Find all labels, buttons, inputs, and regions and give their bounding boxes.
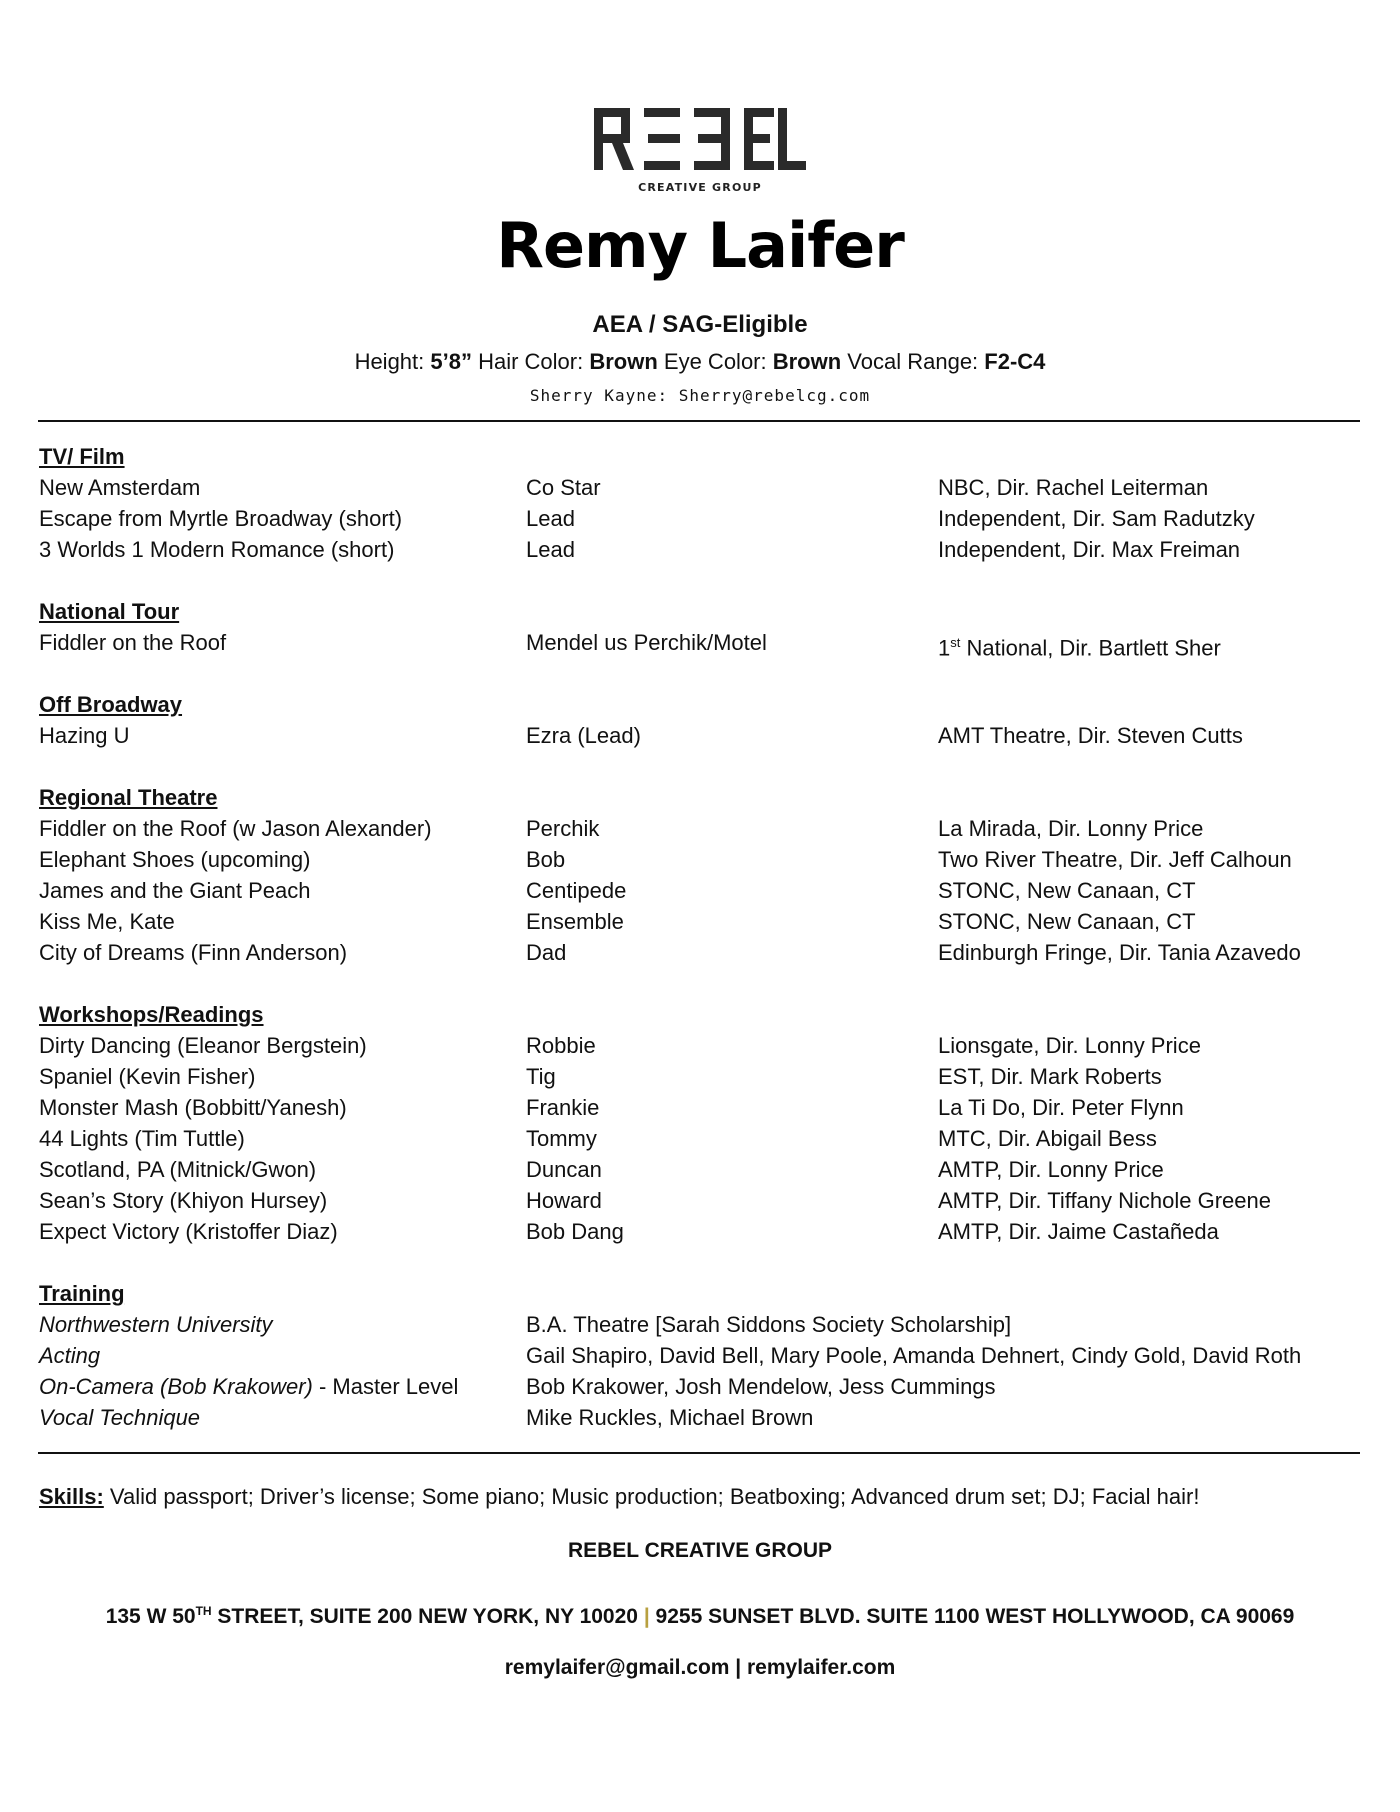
height-label: Height:: [354, 349, 431, 374]
credit-row: [39, 503, 1369, 534]
credit: La Mirada, Dir. Lonny Price: [938, 816, 1204, 841]
credit-row: [39, 844, 1369, 875]
project: Monster Mash (Bobbitt/Yanesh): [39, 1095, 347, 1120]
project: Scotland, PA (Mitnick/Gwon): [39, 1157, 317, 1182]
training-area: [39, 1402, 200, 1433]
role: Bob Dang: [526, 1219, 624, 1244]
credit: Two River Theatre, Dir. Jeff Calhoun: [938, 847, 1292, 872]
credit-row: [39, 906, 1369, 937]
credit-row: [39, 1030, 1369, 1061]
footer-divider: [38, 1452, 1360, 1454]
training-area-name: On-Camera (Bob Krakower): [39, 1374, 313, 1399]
training-detail: Mike Ruckles, Michael Brown: [526, 1405, 814, 1430]
training-row: [39, 1340, 1369, 1371]
eye-label: Eye Color:: [657, 349, 773, 374]
skills-label: Skills:: [39, 1484, 104, 1509]
role: Perchik: [526, 816, 600, 841]
credit: Lionsgate, Dir. Lonny Price: [938, 1033, 1201, 1058]
vocal-label: Vocal Range:: [841, 349, 985, 374]
training-detail: B.A. Theatre [Sarah Siddons Society Scholarship]: [526, 1312, 1012, 1337]
rebel-logo: [0, 108, 1400, 194]
credit: Edinburgh Fringe, Dir. Tania Azavedo: [938, 940, 1301, 965]
credit-row: [39, 1092, 1369, 1123]
role: Mendel us Perchik/Motel: [526, 630, 767, 655]
physical-stats: [0, 347, 1400, 377]
project: Escape from Myrtle Broadway (short): [39, 506, 403, 531]
address-ny-street: 135 W 50: [105, 1605, 196, 1628]
section-title: National Tour: [39, 599, 180, 624]
skills-line: [39, 1482, 1369, 1512]
credit: AMTP, Dir. Lonny Price: [938, 1157, 1164, 1182]
credit-row: [39, 627, 1369, 661]
address-ny-ordinal: TH: [195, 1604, 212, 1618]
training-area: [39, 1340, 100, 1371]
project: James and the Giant Peach: [39, 878, 311, 903]
project: Elephant Shoes (upcoming): [39, 847, 311, 872]
credit: AMTP, Dir. Jaime Castañeda: [938, 1219, 1219, 1244]
credit-row: [39, 720, 1369, 751]
role: Tommy: [526, 1126, 597, 1151]
credit-row: [39, 1216, 1369, 1247]
training-row: [39, 1402, 1369, 1433]
credit: STONC, New Canaan, CT: [938, 909, 1196, 934]
role: Centipede: [526, 878, 627, 903]
project: Sean’s Story (Khiyon Hursey): [39, 1188, 328, 1213]
project: Expect Victory (Kristoffer Diaz): [39, 1219, 338, 1244]
credit: MTC, Dir. Abigail Bess: [938, 1126, 1157, 1151]
training-row: [39, 1371, 1369, 1402]
section-training: [39, 1278, 1369, 1433]
actor-name: Remy Laifer: [496, 209, 904, 282]
training-area: [39, 1309, 273, 1340]
section-title: TV/ Film: [39, 444, 125, 469]
agency-name: REBEL CREATIVE GROUP: [567, 1539, 833, 1562]
credit-text: National, Dir. Bartlett Sher: [960, 635, 1221, 661]
hair-value: Brown: [589, 349, 658, 374]
role: Tig: [526, 1064, 556, 1089]
section-tv-film: [39, 441, 1369, 565]
eye-value: Brown: [772, 349, 842, 374]
project: 3 Worlds 1 Modern Romance (short): [39, 537, 395, 562]
project: Kiss Me, Kate: [39, 909, 175, 934]
agency-addresses: [0, 1596, 1400, 1632]
project: City of Dreams (Finn Anderson): [39, 940, 348, 965]
role: Frankie: [526, 1095, 600, 1120]
credit-row: [39, 1185, 1369, 1216]
address-la: 9255 SUNSET BLVD. SUITE 1100 WEST HOLLYWOOD, CA 90069: [649, 1605, 1295, 1628]
section-workshops-readings: [39, 999, 1369, 1247]
training-area-name: Acting: [39, 1343, 101, 1368]
section-title: Training: [39, 1281, 125, 1306]
training-row: [39, 1309, 1369, 1340]
credit-row: [39, 875, 1369, 906]
height-value: 5’8”: [430, 349, 472, 374]
section-title: Off Broadway: [39, 692, 183, 717]
skills-text: Valid passport; Driver’s license; Some piano; Music production; Beatboxing; Advanced drum set; DJ; Facial hair!: [103, 1484, 1200, 1509]
project: Dirty Dancing (Eleanor Bergstein): [39, 1033, 367, 1058]
training-detail: Bob Krakower, Josh Mendelow, Jess Cummings: [526, 1374, 996, 1399]
address-ny-rest: STREET, SUITE 200 NEW YORK, NY 10020: [211, 1605, 644, 1628]
rebel-logo-icon: [594, 108, 806, 175]
training-detail: Gail Shapiro, David Bell, Mary Poole, Amanda Dehnert, Cindy Gold, David Roth: [526, 1343, 1302, 1368]
role: Ezra (Lead): [526, 723, 641, 748]
section-national-tour: [39, 596, 1369, 661]
section-title: Workshops/Readings: [39, 1002, 264, 1027]
project: Fiddler on the Roof (w Jason Alexander): [39, 816, 432, 841]
training-area-name: Northwestern University: [39, 1312, 273, 1337]
project: Spaniel (Kevin Fisher): [39, 1064, 256, 1089]
credit: EST, Dir. Mark Roberts: [938, 1064, 1162, 1089]
credit-row: [39, 813, 1369, 844]
credit: AMT Theatre, Dir. Steven Cutts: [938, 723, 1243, 748]
role: Duncan: [526, 1157, 602, 1182]
address-separator: |: [643, 1605, 650, 1628]
credit-row: [39, 937, 1369, 968]
credit: La Ti Do, Dir. Peter Flynn: [938, 1095, 1184, 1120]
training-area-suffix: - Master Level: [312, 1374, 459, 1399]
credit-row: [39, 1061, 1369, 1092]
project: Fiddler on the Roof: [39, 630, 227, 655]
credit-ordinal-suffix: st: [950, 635, 961, 650]
section-title: Regional Theatre: [39, 785, 218, 810]
credit-row: [39, 534, 1369, 565]
section-off-broadway: [39, 689, 1369, 751]
agent-contact: Sherry Kayne: Sherry@rebelcg.com: [529, 386, 871, 405]
role: Lead: [526, 506, 575, 531]
role: Dad: [526, 940, 567, 965]
union-status: AEA / SAG-Eligible: [592, 311, 808, 338]
credit: Independent, Dir. Sam Radutzky: [938, 506, 1255, 531]
header-divider: [38, 420, 1360, 422]
role: Robbie: [526, 1033, 596, 1058]
role: Co Star: [526, 475, 601, 500]
training-area-name: Vocal Technique: [39, 1405, 201, 1430]
logo-subtitle: CREATIVE GROUP: [638, 181, 762, 194]
credit: Independent, Dir. Max Freiman: [938, 537, 1241, 562]
role: Bob: [526, 847, 566, 872]
role: Ensemble: [526, 909, 624, 934]
contact-links: remylaifer@gmail.com | remylaifer.com: [504, 1656, 896, 1679]
credit-row: [39, 1123, 1369, 1154]
hair-label: Hair Color:: [471, 349, 590, 374]
project: 44 Lights (Tim Tuttle): [39, 1126, 245, 1151]
vocal-value: F2-C4: [984, 349, 1046, 374]
credit-row: [39, 1154, 1369, 1185]
credit: NBC, Dir. Rachel Leiterman: [938, 475, 1209, 500]
section-regional-theatre: [39, 782, 1369, 968]
credit: STONC, New Canaan, CT: [938, 878, 1196, 903]
training-area: [39, 1371, 458, 1402]
role: Howard: [526, 1188, 602, 1213]
project: Hazing U: [39, 723, 130, 748]
credit: AMTP, Dir. Tiffany Nichole Greene: [938, 1188, 1271, 1213]
credit-ordinal: 1: [938, 635, 951, 661]
credit-row: [39, 472, 1369, 503]
credit: [938, 627, 1221, 663]
role: Lead: [526, 537, 575, 562]
project: New Amsterdam: [39, 475, 201, 500]
resume-body: [39, 441, 1369, 1464]
